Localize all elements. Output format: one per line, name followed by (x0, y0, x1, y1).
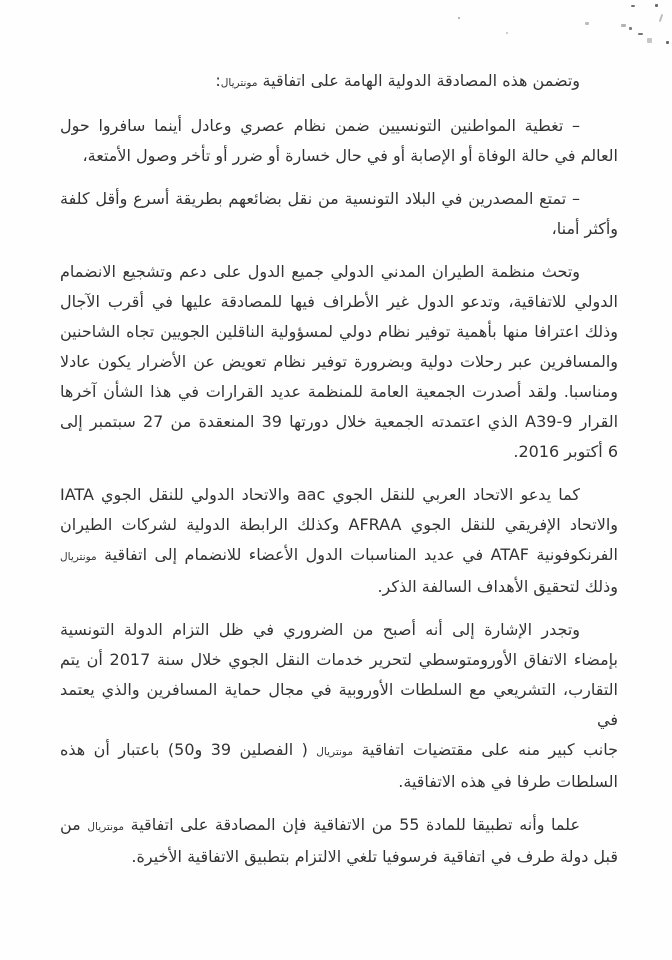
paragraph-bullet-coverage (60, 111, 618, 171)
text-line (60, 66, 618, 98)
paragraph-intro-line (60, 66, 618, 98)
small-script-word: مونتريال (87, 821, 125, 833)
text-line (60, 437, 618, 467)
small-script-word: مونتريال (220, 77, 258, 89)
text-run: بإمضاء الاتفاق الأورومتوسطي لتحرير خدمات النقل الجوي خلال سنة 2017 أن يتم (60, 650, 619, 669)
small-script-word: مونتريال (316, 746, 353, 758)
text-line (60, 141, 618, 171)
scan-speckle (621, 24, 626, 27)
text-line (60, 184, 618, 214)
text-run: وأكثر أمنا، (551, 219, 618, 238)
paragraph-associations-paragraph (60, 480, 618, 602)
text-run: جانب كبير منه على مقتضيات اتفاقية (352, 740, 618, 759)
text-line (60, 615, 618, 645)
scan-speckle (666, 41, 669, 44)
text-run: التقارب، التشريعي مع السلطات الأوروبية في مجال حماية المسافرين والذي يعتمد في (60, 680, 618, 729)
scan-speckle (659, 14, 664, 22)
paragraph-euromed-paragraph (60, 615, 618, 797)
text-run: قبل دولة طرف في اتفاقية فرسوفيا تلغي الالتزام بتطبيق الاتفاقية الأخيرة. (131, 847, 618, 866)
text-line (60, 214, 618, 244)
text-run: : (215, 71, 221, 90)
text-run: والمسافرين عبر رحلات دولية وبضرورة توفير نظام تعويض عن الأضرار يكون عادلا (60, 352, 618, 371)
paragraph-icao-paragraph (60, 257, 618, 467)
text-run: وتحث منظمة الطيران المدني الدولي جميع الدول على دعم وتشجيع الانضمام (60, 262, 580, 281)
scan-speckle (647, 38, 652, 43)
text-run: الدولي للاتفاقية، وتدعو الدول غير الأطراف فيها للمصادقة عليها في أقرب الآجال (60, 292, 618, 311)
text-line (60, 257, 618, 287)
text-run: وتجدر الإشارة إلى أنه أصبح من الضروري في ظل التزام الدولة التونسية (60, 620, 580, 639)
text-run: وتضمن هذه المصادقة الدولية الهامة على اتفاقية (257, 71, 580, 90)
text-line (60, 287, 618, 317)
text-line (60, 675, 618, 735)
small-script-word: مونتريال (60, 551, 97, 563)
text-run: وذلك اعترافا منها بأهمية توفير نظام دولي لمسؤولية الناقلين الجويين تجاه الشاحنين (60, 322, 618, 341)
text-run: الفرنكوفونية ATAF في عديد المناسبات الدول الأعضاء للانضمام إلى اتفاقية (96, 545, 618, 564)
text-run: من (60, 815, 88, 834)
text-line (60, 480, 618, 510)
text-line (60, 510, 618, 540)
paragraph-bullet-exporters (60, 184, 618, 244)
scan-speckle (631, 5, 635, 7)
scan-speckle (629, 27, 632, 30)
paragraph-article55-paragraph (60, 810, 618, 872)
text-line (60, 735, 618, 767)
text-line (60, 317, 618, 347)
text-run: السلطات طرفا في هذه الاتفاقية. (398, 772, 618, 791)
scan-speckle (638, 33, 643, 35)
scan-speckle (506, 32, 508, 34)
text-run: كما يدعو الاتحاد العربي للنقل الجوي aac والاتحاد الدولي للنقل الجوي IATA (60, 485, 581, 504)
text-line (60, 111, 618, 141)
text-run: ( الفصلين 39 و50) باعتبار أن هذه (60, 740, 317, 759)
text-line (60, 407, 618, 437)
text-line (60, 645, 618, 675)
text-run: – تمتع المصدرين في البلاد التونسية من نقل بضائعهم بطريقة أسرع وأقل كلفة (60, 189, 580, 208)
scan-speckle (458, 17, 460, 19)
text-line (60, 842, 618, 872)
text-run: 6 أكتوبر 2016. (513, 442, 618, 461)
scan-speckle (585, 22, 589, 25)
text-line (60, 810, 618, 842)
text-line (60, 572, 618, 602)
text-line (60, 767, 618, 797)
text-line (60, 377, 618, 407)
text-run: وذلك لتحقيق الأهداف السالفة الذكر. (377, 577, 618, 596)
document-body (60, 66, 618, 885)
text-run: علما وأنه تطبيقا للمادة 55 من الاتفاقية فإن المصادقة على اتفاقية (124, 815, 581, 834)
text-run: القرار A39-9 الذي اعتمدته الجمعية خلال دورتها 39 المنعقدة من 27 سبتمبر إلى (60, 412, 619, 431)
text-run: والاتحاد الإفريقي للنقل الجوي AFRAA وكذلك الرابطة الدولية لشركات الطيران (60, 515, 619, 534)
text-line (60, 540, 618, 572)
scan-speckle (655, 4, 658, 7)
text-line (60, 347, 618, 377)
text-run: – تغطية المواطنين التونسيين ضمن نظام عصري وعادل أينما سافروا حول (60, 116, 580, 135)
text-run: العالم في حالة الوفاة أو الإصابة أو في حال خسارة أو ضرر أو تأخر وصول الأمتعة، (82, 146, 618, 165)
text-run: ومناسبا. ولقد أصدرت الجمعية العامة للمنظمة عديد القرارات في هذا الشأن آخرها (60, 382, 618, 401)
